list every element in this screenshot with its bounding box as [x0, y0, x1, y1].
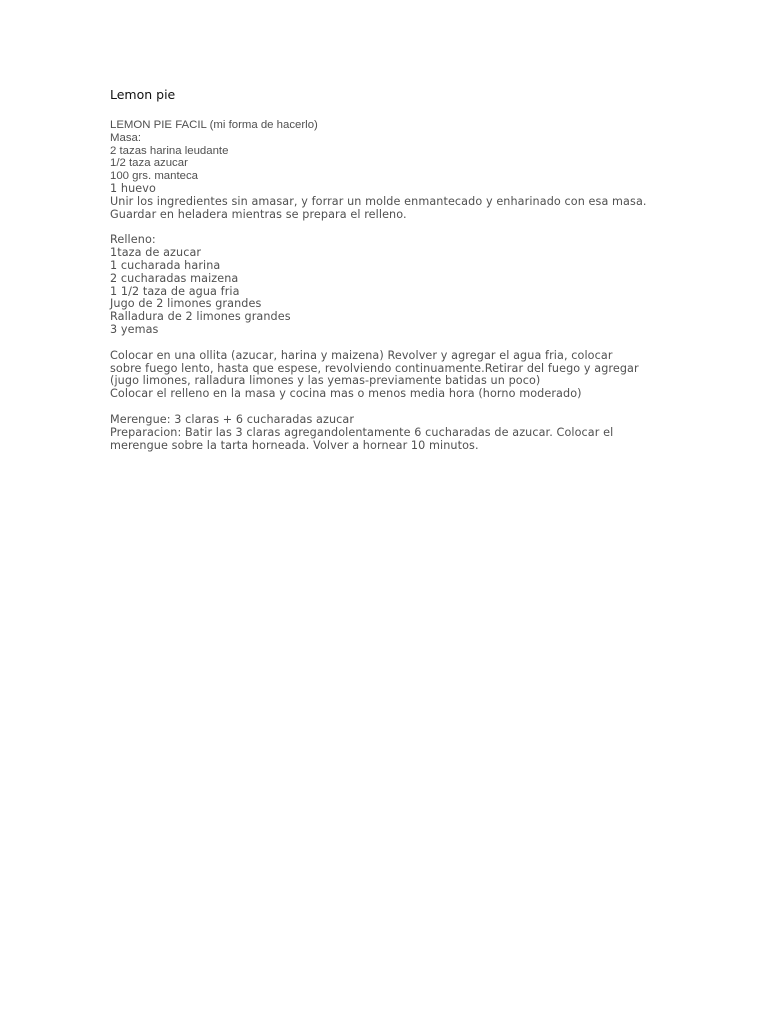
ingredient-line: 100 grs. manteca	[110, 170, 199, 183]
instruction-line: Colocar el relleno en la masa y cocina mas o menos media hora (horno moderado)	[110, 387, 582, 401]
instruction-line: (jugo limones, ralladura limones y las yemas-previamente batidas un poco)	[110, 374, 541, 388]
instruction-line: Preparacion: Batir las 3 claras agregandolentamente 6 cucharadas de azucar. Colocar el	[110, 425, 614, 439]
paragraph-spacer	[110, 401, 690, 414]
ingredient-line: 3 yemas	[110, 322, 159, 336]
paragraph-spacer	[110, 221, 690, 234]
ingredient-line: 1taza de azucar	[110, 246, 202, 260]
ingredient-line: 2 tazas harina leudante	[110, 144, 229, 157]
ingredient-line: 1 huevo	[110, 181, 156, 195]
ingredient-line: 1/2 taza azucar	[110, 157, 188, 170]
recipe-heading: LEMON PIE FACIL (mi forma de hacerlo)	[110, 119, 318, 131]
merengue-line: Merengue: 3 claras + 6 cucharadas azucar	[110, 412, 355, 426]
masa-label: Masa:	[110, 131, 142, 144]
ingredient-line: 1 1/2 taza de agua fria	[110, 284, 240, 298]
instruction-line: Colocar en una ollita (azucar, harina y maizena) Revolver y agregar el agua fria, colocar	[110, 348, 613, 362]
ingredient-line: 1 cucharada harina	[110, 258, 221, 272]
instruction-line: Unir los ingredientes sin amasar, y forrar un molde enmantecado y enharinado con esa masa.	[110, 194, 647, 208]
relleno-label: Relleno:	[110, 233, 156, 247]
instruction-line: Guardar en heladera mientras se prepara el relleno.	[110, 207, 407, 221]
document-title: Lemon pie	[110, 87, 176, 102]
instruction-line: merengue sobre la tarta horneada. Volver a hornear 10 minutos.	[110, 438, 479, 452]
instruction-line: sobre fuego lento, hasta que espese, revolviendo continuamente.Retirar del fuego y agregar	[110, 361, 639, 375]
ingredient-line: 2 cucharadas maizena	[110, 271, 239, 285]
ingredient-line: Jugo de 2 limones grandes	[110, 297, 262, 311]
recipe-body	[110, 119, 690, 452]
paragraph-spacer	[110, 337, 690, 350]
ingredient-line: Ralladura de 2 limones grandes	[110, 310, 291, 324]
